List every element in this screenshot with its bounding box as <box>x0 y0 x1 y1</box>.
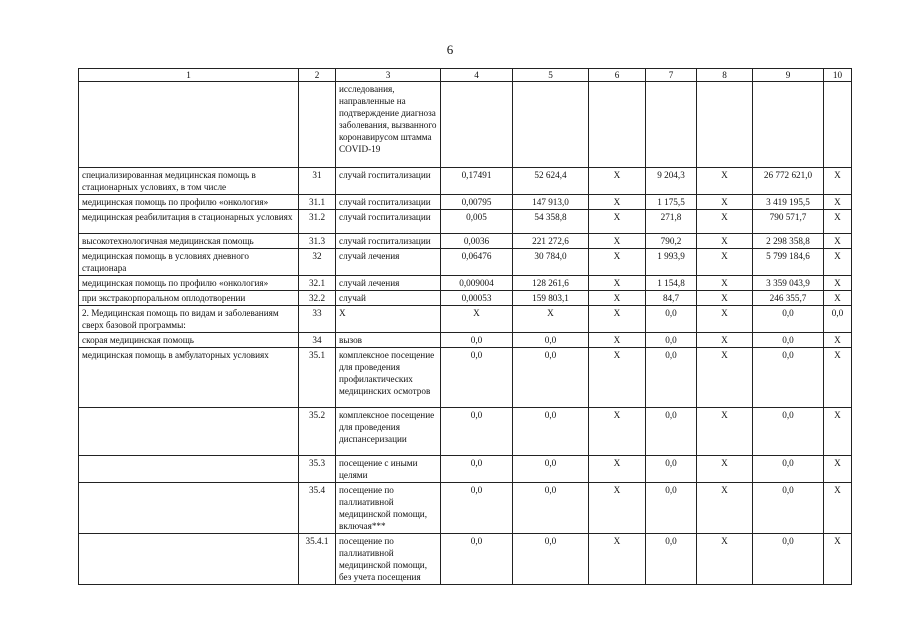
value-cell: 0,0 <box>753 483 824 534</box>
value-cell: 3 359 043,9 <box>753 276 824 291</box>
value-cell: 0,0 <box>646 534 697 585</box>
unit-cell: вызов <box>336 333 441 348</box>
value-cell: 26 772 621,0 <box>753 168 824 195</box>
table-row <box>79 534 852 585</box>
row-number-cell: 32.1 <box>299 276 336 291</box>
unit-cell: X <box>336 306 441 333</box>
value-cell: X <box>589 195 646 210</box>
value-cell: X <box>589 348 646 408</box>
table-row <box>79 483 852 534</box>
column-header: 5 <box>513 69 589 82</box>
value-cell: X <box>824 534 852 585</box>
column-header: 9 <box>753 69 824 82</box>
value-cell: 0,0 <box>753 333 824 348</box>
table-row <box>79 306 852 333</box>
value-cell: 0,0 <box>753 534 824 585</box>
value-cell: 790,2 <box>646 234 697 249</box>
column-header: 8 <box>697 69 753 82</box>
value-cell: X <box>697 291 753 306</box>
table-row <box>79 408 852 456</box>
value-cell: X <box>697 249 753 276</box>
value-cell: X <box>824 456 852 483</box>
value-cell: X <box>589 234 646 249</box>
value-cell: 5 799 184,6 <box>753 249 824 276</box>
value-cell: X <box>697 306 753 333</box>
value-cell: X <box>589 306 646 333</box>
row-number-cell: 35.4 <box>299 483 336 534</box>
value-cell: 147 913,0 <box>513 195 589 210</box>
value-cell: 3 419 195,5 <box>753 195 824 210</box>
value-cell: X <box>824 234 852 249</box>
value-cell: 0,0 <box>646 483 697 534</box>
row-name-cell: медицинская помощь по профилю «онкология» <box>79 195 299 210</box>
value-cell: 0,0 <box>513 333 589 348</box>
table-row <box>79 456 852 483</box>
value-cell: 0,00053 <box>441 291 513 306</box>
row-number-cell: 32 <box>299 249 336 276</box>
row-name-cell: медицинская помощь по профилю «онкология» <box>79 276 299 291</box>
value-cell: 54 358,8 <box>513 210 589 234</box>
header-row <box>79 69 852 82</box>
value-cell: X <box>824 348 852 408</box>
value-cell: 246 355,7 <box>753 291 824 306</box>
row-name-cell: 2. Медицинская помощь по видам и заболеваниям сверх базовой программы: <box>79 306 299 333</box>
value-cell: X <box>589 291 646 306</box>
column-header: 10 <box>824 69 852 82</box>
row-name-cell: специализированная медицинская помощь в стационарных условиях, в том числе <box>79 168 299 195</box>
page-number: 6 <box>446 42 454 57</box>
value-cell: X <box>589 249 646 276</box>
value-cell: X <box>824 483 852 534</box>
value-cell <box>589 82 646 168</box>
unit-cell: исследования, направленные на подтверждение диагноза заболевания, вызванного коронавирусом штамма COVID-19 <box>336 82 441 168</box>
table-row <box>79 348 852 408</box>
value-cell: X <box>697 276 753 291</box>
value-cell: 0,0 <box>646 333 697 348</box>
table-row <box>79 234 852 249</box>
row-name-cell <box>79 408 299 456</box>
value-cell: 0,00795 <box>441 195 513 210</box>
value-cell: X <box>824 168 852 195</box>
row-number-cell: 31.1 <box>299 195 336 210</box>
value-cell: 0,0036 <box>441 234 513 249</box>
table-row <box>79 82 852 168</box>
value-cell: 0,0 <box>753 456 824 483</box>
data-table <box>78 68 852 585</box>
table-row <box>79 333 852 348</box>
value-cell: 2 298 358,8 <box>753 234 824 249</box>
value-cell: X <box>824 408 852 456</box>
value-cell: 271,8 <box>646 210 697 234</box>
row-number-cell: 31.2 <box>299 210 336 234</box>
value-cell: 790 571,7 <box>753 210 824 234</box>
value-cell: X <box>697 456 753 483</box>
value-cell: X <box>824 333 852 348</box>
row-name-cell: медицинская реабилитация в стационарных условиях <box>79 210 299 234</box>
value-cell: 0,0 <box>513 483 589 534</box>
unit-cell: случай лечения <box>336 276 441 291</box>
column-header: 2 <box>299 69 336 82</box>
value-cell <box>513 82 589 168</box>
value-cell: X <box>697 333 753 348</box>
table-row <box>79 168 852 195</box>
row-name-cell: высокотехнологичная медицинская помощь <box>79 234 299 249</box>
value-cell: X <box>824 249 852 276</box>
row-number-cell: 33 <box>299 306 336 333</box>
value-cell: X <box>697 168 753 195</box>
table-row <box>79 291 852 306</box>
value-cell: 0,0 <box>646 348 697 408</box>
value-cell: 84,7 <box>646 291 697 306</box>
row-name-cell: медицинская помощь в условиях дневного стационара <box>79 249 299 276</box>
value-cell: 0,0 <box>441 348 513 408</box>
value-cell <box>824 82 852 168</box>
column-header: 3 <box>336 69 441 82</box>
value-cell: 0,0 <box>441 456 513 483</box>
value-cell: X <box>589 333 646 348</box>
row-name-cell: при экстракорпоральном оплодотворении <box>79 291 299 306</box>
value-cell: 0,0 <box>441 534 513 585</box>
row-number-cell: 34 <box>299 333 336 348</box>
row-number-cell: 31 <box>299 168 336 195</box>
value-cell: X <box>589 168 646 195</box>
value-cell: 0,009004 <box>441 276 513 291</box>
value-cell: X <box>513 306 589 333</box>
value-cell: X <box>589 534 646 585</box>
value-cell: 221 272,6 <box>513 234 589 249</box>
value-cell: X <box>824 195 852 210</box>
value-cell: 52 624,4 <box>513 168 589 195</box>
row-name-cell <box>79 534 299 585</box>
column-header: 7 <box>646 69 697 82</box>
value-cell: 0,06476 <box>441 249 513 276</box>
unit-cell: комплексное посещение для проведения профилактических медицинских осмотров <box>336 348 441 408</box>
value-cell <box>441 82 513 168</box>
row-number-cell: 32.2 <box>299 291 336 306</box>
row-name-cell <box>79 82 299 168</box>
value-cell: 0,0 <box>753 408 824 456</box>
row-name-cell: скорая медицинская помощь <box>79 333 299 348</box>
unit-cell: посещение по паллиативной медицинской помощи, без учета посещения <box>336 534 441 585</box>
value-cell: X <box>697 483 753 534</box>
row-number-cell: 35.3 <box>299 456 336 483</box>
table-row <box>79 249 852 276</box>
value-cell: X <box>697 195 753 210</box>
row-name-cell <box>79 456 299 483</box>
value-cell: 0,0 <box>513 348 589 408</box>
value-cell: 0,0 <box>441 333 513 348</box>
value-cell: 30 784,0 <box>513 249 589 276</box>
table-row <box>79 195 852 210</box>
value-cell: 128 261,6 <box>513 276 589 291</box>
table-row <box>79 276 852 291</box>
row-number-cell: 35.4.1 <box>299 534 336 585</box>
value-cell: 0,0 <box>753 306 824 333</box>
row-number-cell <box>299 82 336 168</box>
value-cell: 1 154,8 <box>646 276 697 291</box>
column-header: 6 <box>589 69 646 82</box>
value-cell: X <box>824 291 852 306</box>
value-cell: X <box>697 534 753 585</box>
row-number-cell: 35.1 <box>299 348 336 408</box>
value-cell: 0,005 <box>441 210 513 234</box>
table-row <box>79 210 852 234</box>
value-cell: X <box>441 306 513 333</box>
column-header: 1 <box>79 69 299 82</box>
value-cell: X <box>589 276 646 291</box>
unit-cell: случай <box>336 291 441 306</box>
value-cell: 1 993,9 <box>646 249 697 276</box>
unit-cell: посещение по паллиативной медицинской помощи, включая*** <box>336 483 441 534</box>
value-cell: X <box>697 210 753 234</box>
value-cell: 0,0 <box>441 408 513 456</box>
value-cell: 159 803,1 <box>513 291 589 306</box>
row-number-cell: 35.2 <box>299 408 336 456</box>
value-cell: 0,0 <box>513 456 589 483</box>
value-cell: 1 175,5 <box>646 195 697 210</box>
value-cell: 0,17491 <box>441 168 513 195</box>
value-cell: 0,0 <box>824 306 852 333</box>
row-number-cell: 31.3 <box>299 234 336 249</box>
value-cell: 9 204,3 <box>646 168 697 195</box>
value-cell: X <box>697 408 753 456</box>
value-cell <box>753 82 824 168</box>
value-cell: X <box>697 234 753 249</box>
value-cell: X <box>589 483 646 534</box>
unit-cell: комплексное посещение для проведения диспансеризации <box>336 408 441 456</box>
unit-cell: случай лечения <box>336 249 441 276</box>
unit-cell: случай госпитализации <box>336 234 441 249</box>
value-cell: X <box>697 348 753 408</box>
unit-cell: случай госпитализации <box>336 210 441 234</box>
unit-cell: посещение с иными целями <box>336 456 441 483</box>
value-cell <box>697 82 753 168</box>
value-cell: X <box>589 210 646 234</box>
unit-cell: случай госпитализации <box>336 168 441 195</box>
value-cell: X <box>589 408 646 456</box>
value-cell: 0,0 <box>441 483 513 534</box>
value-cell: X <box>824 210 852 234</box>
row-name-cell <box>79 483 299 534</box>
value-cell: X <box>824 276 852 291</box>
value-cell: 0,0 <box>646 408 697 456</box>
row-name-cell: медицинская помощь в амбулаторных условиях <box>79 348 299 408</box>
column-header: 4 <box>441 69 513 82</box>
value-cell: 0,0 <box>646 306 697 333</box>
value-cell <box>646 82 697 168</box>
value-cell: 0,0 <box>753 348 824 408</box>
unit-cell: случай госпитализации <box>336 195 441 210</box>
value-cell: 0,0 <box>513 408 589 456</box>
value-cell: 0,0 <box>513 534 589 585</box>
value-cell: 0,0 <box>646 456 697 483</box>
value-cell: X <box>589 456 646 483</box>
